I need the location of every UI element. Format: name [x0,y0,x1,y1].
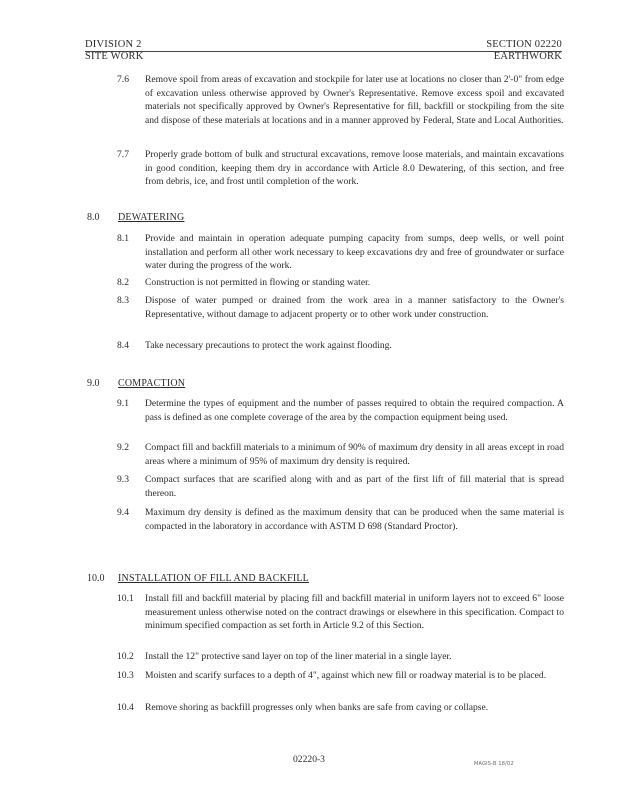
clause-number: 10.4 [117,702,134,713]
section-title: INSTALLATION OF FILL AND BACKFILL [118,573,309,584]
clause-text: Install fill and backfill material by placing fill and backfill material in uniform layers not to exceed 6" loose measurement unless otherwise noted on the contract drawings or elsewhere in this specification. Compact to minimum specified compaction as set forth in Article 9.2 of this Section. [145,593,564,632]
clause-number: 7.7 [117,149,129,160]
clause-9-2 [117,441,564,468]
clause-text: Dispose of water pumped or drained from the work area in a manner satisfactory to the Owner's Representative, without damage to adjacent property or to other work under construction. [145,295,564,320]
clause-text: Compact surfaces that are scarified along with and as part of the first lift of fill material that is spread thereon. [145,474,564,499]
clause-number: 10.3 [117,670,134,681]
division-label: DIVISION 2 [85,39,142,50]
section-label: SECTION 02220 [486,39,562,50]
clause-text: Provide and maintain in operation adequate pumping capacity from sumps, deep wells, or well point installation and perform all other work necessary to keep excavations dry and free of groundwater or surface water during the progress of the work. [145,233,564,272]
page-number: 02220-3 [293,754,325,765]
clause-text: Determine the types of equipment and the number of passes required to obtain the required compaction. A pass is defined as one complete coverage of the area by the compaction equipment being used. [145,398,564,423]
clause-number: 8.4 [117,340,129,351]
clause-9-3 [117,473,564,500]
section-number: 8.0 [87,212,100,223]
clause-text: Construction is not permitted in flowing or standing water. [145,277,371,288]
clause-text: Compact fill and backfill materials to a minimum of 90% of maximum dry density in all areas except in road areas where a minimum of 95% of maximum dry density is required. [145,442,564,467]
section-number: 10.0 [87,573,105,584]
clause-text: Install the 12" protective sand layer on top of the liner material in a single layer. [145,651,452,662]
clause-number: 7.6 [117,74,129,85]
clause-number: 10.1 [117,593,134,604]
clause-text: Maximum dry density is defined as the maximum density that can be produced when the same material is compacted in the laboratory in accordance with ASTM D 698 (Standard Proctor). [145,507,564,532]
header-divider [85,51,562,52]
section-heading-dewatering [87,211,184,224]
division-name: SITE WORK [85,51,144,62]
clause-text: Take necessary precautions to protect the work against flooding. [145,340,392,351]
section-heading-compaction [87,377,185,390]
section-name: EARTHWORK [493,51,562,62]
clause-7-7 [117,148,564,189]
clause-10-2 [117,650,564,664]
clause-9-4 [117,506,564,533]
section-number: 9.0 [87,378,100,389]
clause-10-3 [117,669,564,683]
clause-10-1 [117,592,564,633]
clause-number: 8.3 [117,295,129,306]
clause-number: 10.2 [117,651,134,662]
section-title: COMPACTION [118,378,186,389]
clause-8-1 [117,232,564,273]
clause-10-4 [117,701,564,715]
clause-8-3 [117,294,564,321]
clause-text: Remove shoring as backfill progresses only when banks are safe from caving or collapse. [145,702,489,713]
section-title: DEWATERING [118,212,185,223]
clause-8-2 [117,276,564,290]
clause-8-4 [117,339,564,353]
clause-number: 9.3 [117,474,129,485]
section-heading-installation [87,572,309,585]
clause-number: 9.2 [117,442,129,453]
clause-text: Moisten and scarify surfaces to a depth of 4", against which new fill or roadway material is to be placed. [145,670,547,681]
clause-text: Remove spoil from areas of excavation and stockpile for later use at locations no closer than 2'-0" from edge of excavation unless otherwise approved by Owner's Representative. Remove excess spoil and excavated materials not specifically approved by Owner's Representative for fill, backfill or stockpiling from the site and dispose of these materials at locations and in a manner approved by Federal, State and Local Authorities. [145,74,564,126]
clause-number: 9.4 [117,507,129,518]
clause-9-1 [117,397,564,424]
clause-number: 8.1 [117,233,129,244]
document-stamp: MAGIS-B 18/02 [474,761,514,767]
clause-number: 9.1 [117,398,129,409]
clause-7-6 [117,73,564,127]
clause-number: 8.2 [117,277,129,288]
clause-text: Properly grade bottom of bulk and structural excavations, remove loose materials, and maintain excavations in good condition, keeping them dry in accordance with Article 8.0 Dewatering, of this section, and free from debris, ice, and frost until completion of the work. [145,149,564,188]
